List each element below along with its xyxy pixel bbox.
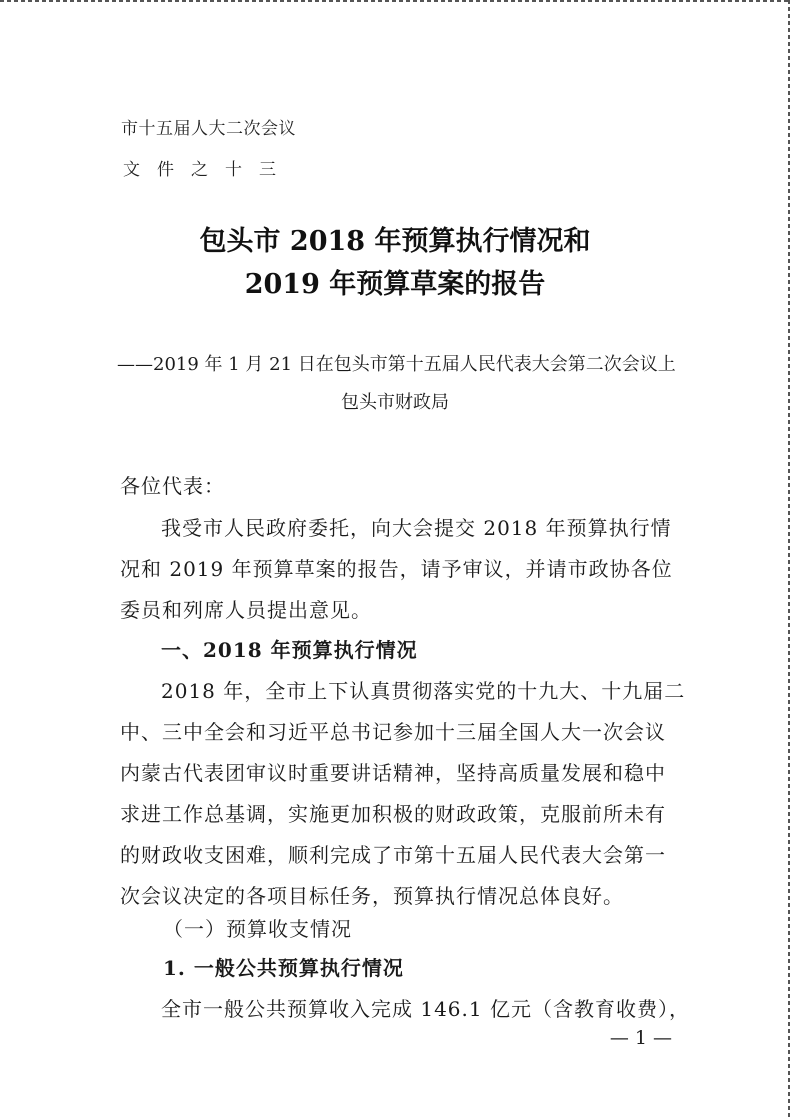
report-subtitle: ——2019 年 1 月 21 日在包头市第十五届人民代表大会第二次会议上 [117,354,676,375]
section-paragraph-line: 次会议决定的各项目标任务，预算执行情况总体良好。 [120,884,624,908]
section-paragraph-line: 2018 年，全市上下认真贯彻落实党的十九大、十九届二 [161,679,686,703]
issuing-organization: 包头市财政局 [341,392,449,413]
section-paragraph-line: 的财政收支困难，顺利完成了市第十五届人民代表大会第一 [120,843,666,867]
intro-line: 委员和列席人员提出意见。 [120,598,372,622]
document-number-label: 文件之十三 [123,160,293,180]
salutation: 各位代表： [120,474,225,498]
page-border-top [0,0,790,2]
section-heading: 一、2018 年预算执行情况 [161,638,418,662]
section-paragraph-line: 求进工作总基调，实施更加积极的财政政策，克服前所未有 [120,802,666,826]
item-paragraph-line: 全市一般公共预算收入完成 146.1 亿元（含教育收费）， [161,997,690,1021]
intro-line: 况和 2019 年预算草案的报告，请予审议，并请市政协各位 [120,557,673,581]
report-title-line-1: 包头市 2018 年预算执行情况和 [199,226,591,257]
subsection-heading: （一）预算收支情况 [163,917,352,941]
meeting-session-label: 市十五届人大二次会议 [121,119,296,139]
intro-line: 我受市人民政府委托，向大会提交 2018 年预算执行情 [161,516,672,540]
report-title-line-2: 2019 年预算草案的报告 [244,269,546,300]
section-paragraph-line: 中、三中全会和习近平总书记参加十三届全国人大一次会议 [120,720,666,744]
section-paragraph-line: 内蒙古代表团审议时重要讲话精神，坚持高质量发展和稳中 [120,761,666,785]
page-number: — 1 — [609,1027,672,1049]
item-heading: 1. 一般公共预算执行情况 [163,956,404,980]
